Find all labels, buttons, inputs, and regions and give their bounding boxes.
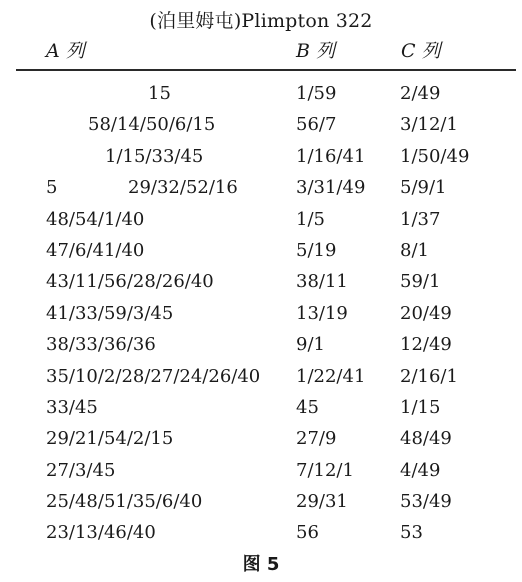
cell-a-prefix: 47/6/41/40 <box>46 239 145 261</box>
table-row <box>0 491 522 522</box>
cell-c: 12/49 <box>400 334 452 356</box>
cell-b: 38/11 <box>296 271 348 293</box>
cell-a-prefix: 23/13/46/40 <box>46 522 156 544</box>
header-column-c: C 列 <box>401 40 441 62</box>
table-title: (泊里姆屯)Plimpton 322 <box>149 10 373 32</box>
cell-a-prefix: 25/48/51/35/6/40 <box>46 491 203 513</box>
cell-c: 53 <box>400 522 423 544</box>
table-row <box>0 114 522 145</box>
cell-b: 5/19 <box>296 239 337 261</box>
table-row <box>0 303 522 334</box>
cell-a: 15 <box>148 83 171 104</box>
cell-b: 29/31 <box>296 491 348 513</box>
cell-c: 48/49 <box>400 428 452 450</box>
cell-b: 56/7 <box>296 114 337 136</box>
cell-a-prefix: 5 <box>46 177 58 199</box>
table-row <box>0 428 522 459</box>
cell-a: 1/15/33/45 <box>105 145 204 167</box>
cell-a: 58/14/50/6/15 <box>88 114 216 136</box>
cell-a-prefix: 33/45 <box>46 396 98 418</box>
cell-c: 8/1 <box>400 239 429 261</box>
cell-b: 27/9 <box>296 428 337 450</box>
cell-c: 3/12/1 <box>400 114 458 136</box>
cell-c: 4/49 <box>400 459 441 481</box>
table-row <box>0 366 522 397</box>
cell-b: 1/16/41 <box>296 145 366 167</box>
cell-b: 3/31/49 <box>296 177 366 199</box>
cell-b: 1/59 <box>296 83 337 104</box>
table-row <box>0 83 522 114</box>
table-row <box>0 240 522 271</box>
cell-a-prefix: 27/3/45 <box>46 459 116 481</box>
cell-a-prefix: 43/11/56/28/26/40 <box>46 271 214 293</box>
cell-b: 13/19 <box>296 302 348 324</box>
cell-c: 2/49 <box>400 83 441 104</box>
cell-c: 2/16/1 <box>400 365 458 387</box>
table-row <box>0 271 522 302</box>
cell-a: 29/32/52/16 <box>128 177 238 199</box>
cell-b: 9/1 <box>296 334 325 356</box>
cell-c: 1/15 <box>400 396 441 418</box>
table-row <box>0 177 522 208</box>
cell-b: 56 <box>296 522 319 544</box>
cell-c: 53/49 <box>400 491 452 513</box>
table-body <box>0 83 522 554</box>
cell-a-prefix: 29/21/54/2/15 <box>46 428 174 450</box>
cell-a-prefix: 41/33/59/3/45 <box>46 302 174 324</box>
cell-c: 1/50/49 <box>400 145 470 167</box>
header-column-a: A 列 <box>46 40 85 62</box>
figure-caption: 图 5 <box>242 554 280 575</box>
table-row <box>0 460 522 491</box>
table-row <box>0 146 522 177</box>
cell-a-prefix: 35/10/2/28/27/24/26/40 <box>46 365 261 387</box>
cell-b: 7/12/1 <box>296 459 354 481</box>
header-rule <box>16 69 516 71</box>
table-row <box>0 209 522 240</box>
header-column-b: B 列 <box>296 40 336 62</box>
cell-b: 45 <box>296 396 319 418</box>
cell-c: 59/1 <box>400 271 441 293</box>
cell-c: 5/9/1 <box>400 177 447 199</box>
table-row <box>0 397 522 428</box>
cell-c: 20/49 <box>400 302 452 324</box>
cell-a-prefix: 48/54/1/40 <box>46 208 145 230</box>
cell-b: 1/22/41 <box>296 365 366 387</box>
cell-a-prefix: 38/33/36/36 <box>46 334 156 356</box>
table-row <box>0 334 522 365</box>
cell-b: 1/5 <box>296 208 325 230</box>
cell-c: 1/37 <box>400 208 441 230</box>
